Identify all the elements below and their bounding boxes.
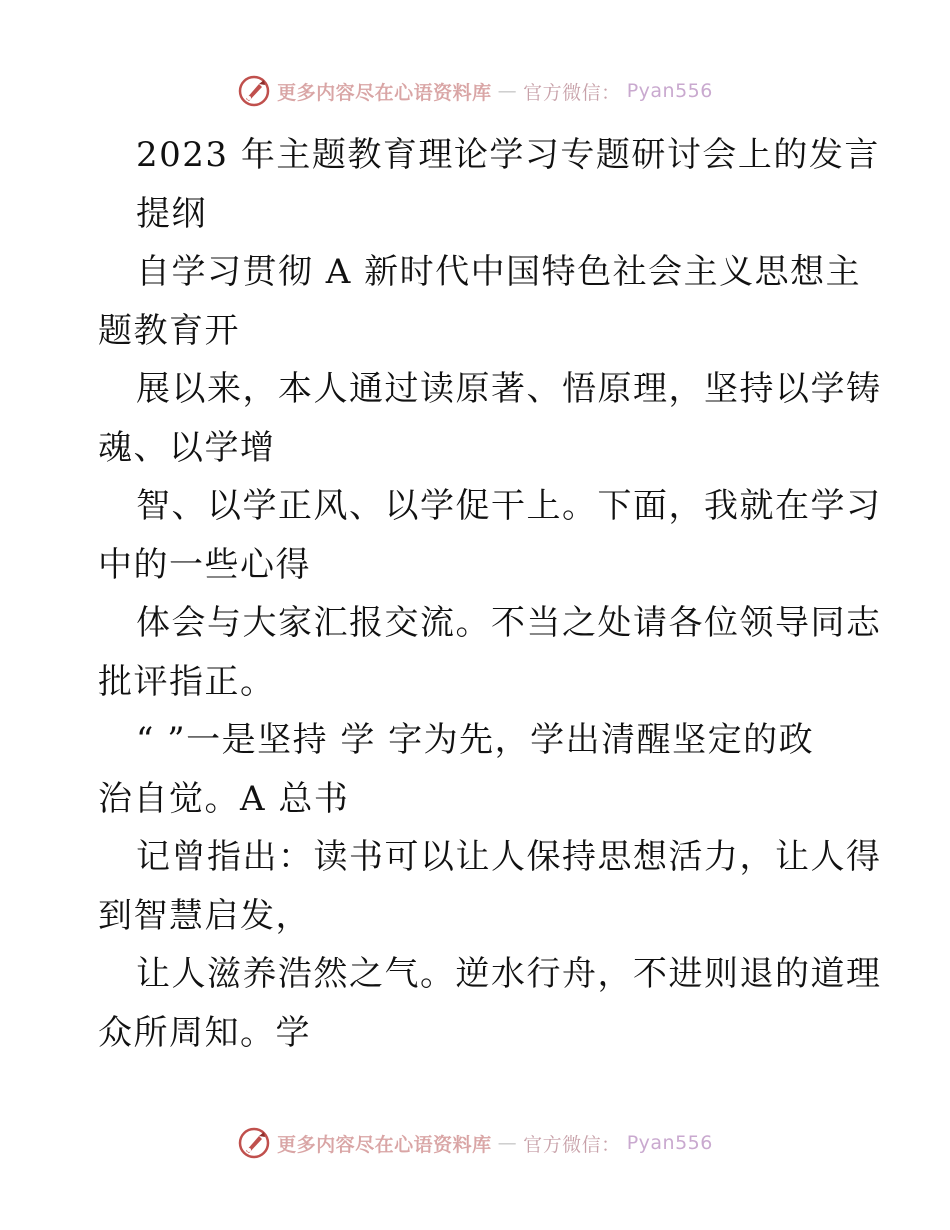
title-line-2: 提纲 <box>136 193 207 234</box>
paragraph-line: 展以来，本人通过读原著、悟原理，坚持以学铸 <box>136 369 882 409</box>
paragraph-line: 让人滋养浩然之气。逆水行舟，不进则退的道理 <box>136 954 882 994</box>
watermark-separator: — <box>497 1132 518 1154</box>
watermark-brand-text: 更多内容尽在心语资料库 <box>277 1133 492 1156</box>
paragraph-line: 记曾指出：读书可以让人保持思想活力，让人得 <box>136 837 882 877</box>
paragraph-line: 题教育开 <box>98 310 240 351</box>
header-watermark <box>0 74 950 108</box>
title-line-1: 2023 年主题教育理论学习专题研讨会上的发言 <box>136 135 880 175</box>
watermark-contact-id: Pyan556 <box>626 80 713 102</box>
watermark-contact-id: Pyan556 <box>626 1132 713 1154</box>
watermark-contact-label: 官方微信： <box>523 1133 621 1156</box>
paragraph-line: 批评指正。 <box>98 661 276 702</box>
pen-feather-logo-icon <box>237 1126 271 1160</box>
watermark-brand-text: 更多内容尽在心语资料库 <box>277 81 492 104</box>
watermark-separator: — <box>497 80 518 102</box>
paragraph-line: 智、以学正风、以学促干上。下面，我就在学习 <box>136 486 882 526</box>
paragraph-line: 自学习贯彻 A 新时代中国特色社会主义思想主 <box>136 252 862 292</box>
paragraph-line: 到智慧启发， <box>98 895 311 936</box>
document-body <box>98 126 882 1062</box>
paragraph-line: 中的一些心得 <box>98 544 311 585</box>
watermark-contact-label: 官方微信： <box>523 81 621 104</box>
paragraph-line: 体会与大家汇报交流。不当之处请各位领导同志 <box>136 603 882 643</box>
footer-watermark <box>0 1126 950 1160</box>
pen-feather-logo-icon <box>237 74 271 108</box>
paragraph-line: 魂、以学增 <box>98 427 276 468</box>
paragraph-line: 众所周知。学 <box>98 1012 311 1053</box>
paragraph-line: 治自觉。A 总书 <box>98 778 350 819</box>
paragraph-line: “ ”一是坚持 学 字为先，学出清醒坚定的政 <box>136 720 815 760</box>
